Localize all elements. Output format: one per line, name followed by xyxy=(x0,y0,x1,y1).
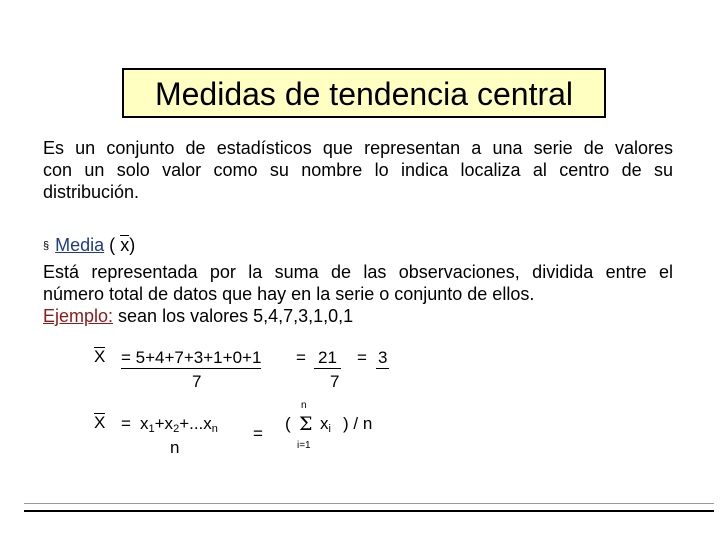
bullet-icon: § xyxy=(43,240,50,252)
definition-line-2: número total de datos que hay en la serie o conjunto de ellos. xyxy=(43,284,535,304)
sub-n: n xyxy=(211,423,218,435)
formula1-equals-2: = xyxy=(357,348,367,367)
paren-close: ) xyxy=(129,235,136,255)
plus-x2: +x xyxy=(154,414,174,433)
formula2-open-paren: ( xyxy=(285,414,291,433)
formula2-numerator xyxy=(140,414,218,435)
paren-open: ( xyxy=(109,235,116,255)
intro-line-1: Es un conjunto de estadísticos que representan a una serie de valores xyxy=(43,138,673,158)
example-label: Ejemplo: xyxy=(43,306,114,326)
formula1-result: 3 xyxy=(378,348,388,367)
sigma-upper-limit: n xyxy=(301,400,307,411)
formula2-tail: ) / n xyxy=(343,414,373,433)
mean-symbol: x xyxy=(120,235,130,255)
x1: x xyxy=(140,414,149,433)
sub-i: i xyxy=(328,423,331,435)
slide-title: Medidas de tendencia central xyxy=(154,76,574,112)
bottom-rule-thin xyxy=(24,503,714,504)
media-definition xyxy=(43,261,673,327)
intro-line-2: con un solo valor como su nombre lo indica localiza al centro de su xyxy=(43,160,673,180)
formula2-equals: = xyxy=(253,424,263,443)
formula2-xi xyxy=(320,414,331,435)
intro-line-3: distribución. xyxy=(43,182,140,202)
definition-line-1: Está representada por la suma de las observaciones, dividida entre el xyxy=(43,262,673,282)
xi: x xyxy=(320,414,329,433)
sub-2: 2 xyxy=(173,423,180,435)
sigma-icon: Σ xyxy=(299,413,313,435)
sub-1: 1 xyxy=(148,423,155,435)
bottom-rule-thick xyxy=(24,510,714,512)
formula1-fraction-numerator: 21 xyxy=(314,348,341,369)
formula2-denominator: n xyxy=(170,438,180,457)
title-box xyxy=(122,68,606,118)
example-line xyxy=(43,305,673,327)
formula1-sum: = 5+4+7+3+1+0+1 xyxy=(121,348,262,367)
media-label: Media xyxy=(55,235,105,255)
dots-xn: +...x xyxy=(179,414,212,433)
example-text: sean los valores 5,4,7,3,1,0,1 xyxy=(113,306,354,326)
formula1-equals-1: = xyxy=(296,348,306,367)
formula1-mean-symbol: X xyxy=(94,347,106,366)
formula1-denominator-2: 7 xyxy=(330,372,340,391)
media-heading xyxy=(43,232,135,259)
formula1-denominator-1: 7 xyxy=(192,372,202,391)
formula2-mean-symbol: X xyxy=(94,413,106,432)
formula2-eq: = xyxy=(121,414,131,433)
intro-paragraph xyxy=(43,137,673,203)
sigma-lower-limit: i=1 xyxy=(297,440,311,451)
